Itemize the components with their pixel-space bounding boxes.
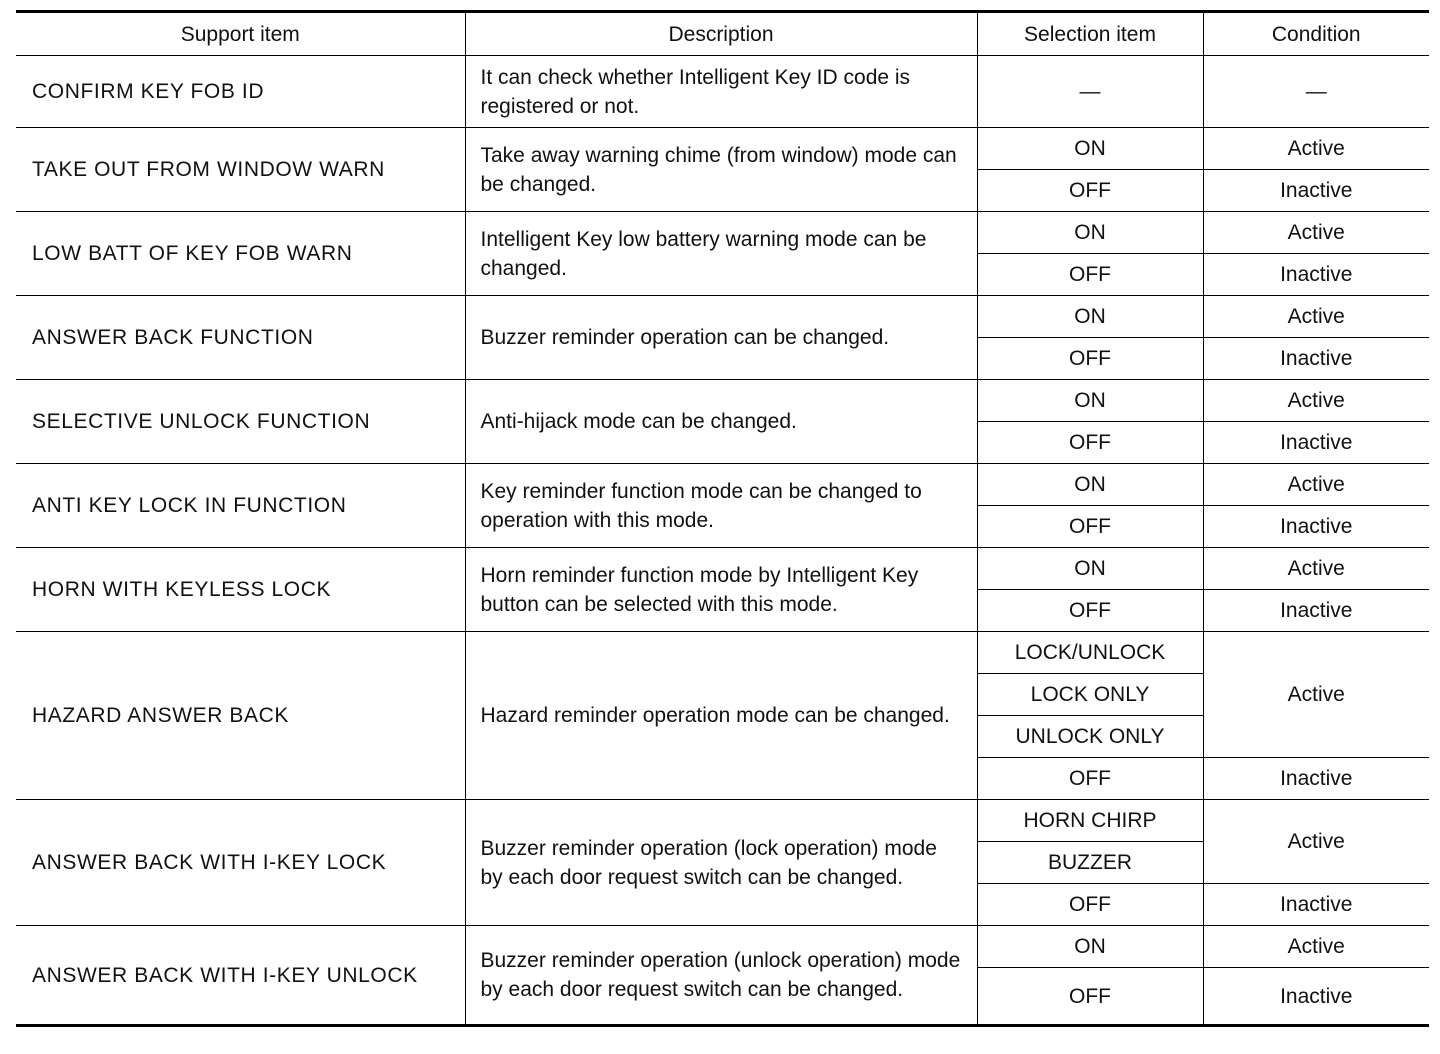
description-cell: Hazard reminder operation mode can be changed.: [465, 632, 977, 800]
support-item-cell: ANSWER BACK FUNCTION: [16, 296, 465, 380]
selection-cell: OFF: [977, 170, 1203, 212]
condition-cell: Active: [1203, 548, 1429, 590]
selection-cell: LOCK ONLY: [977, 674, 1203, 716]
support-item-cell: ANSWER BACK WITH I-KEY UNLOCK: [16, 926, 465, 1026]
header-condition: Condition: [1203, 12, 1429, 56]
selection-cell: ON: [977, 128, 1203, 170]
selection-cell: ON: [977, 212, 1203, 254]
selection-cell: —: [977, 56, 1203, 128]
selection-cell: OFF: [977, 758, 1203, 800]
condition-cell: Inactive: [1203, 338, 1429, 380]
description-cell: It can check whether Intelligent Key ID code is registered or not.: [465, 56, 977, 128]
table-row: [16, 464, 1429, 506]
description-cell: Take away warning chime (from window) mode can be changed.: [465, 128, 977, 212]
condition-cell: Inactive: [1203, 422, 1429, 464]
support-item-cell: TAKE OUT FROM WINDOW WARN: [16, 128, 465, 212]
selection-cell: UNLOCK ONLY: [977, 716, 1203, 758]
condition-cell: Inactive: [1203, 170, 1429, 212]
selection-cell: ON: [977, 926, 1203, 968]
description-cell: Horn reminder function mode by Intelligent Key button can be selected with this mode.: [465, 548, 977, 632]
condition-cell: Inactive: [1203, 254, 1429, 296]
description-cell: Anti-hijack mode can be changed.: [465, 380, 977, 464]
support-item-cell: ANTI KEY LOCK IN FUNCTION: [16, 464, 465, 548]
selection-cell: OFF: [977, 884, 1203, 926]
selection-cell: OFF: [977, 506, 1203, 548]
description-cell: Intelligent Key low battery warning mode can be changed.: [465, 212, 977, 296]
condition-cell: Inactive: [1203, 884, 1429, 926]
condition-cell: Active: [1203, 380, 1429, 422]
selection-cell: OFF: [977, 338, 1203, 380]
condition-cell: Active: [1203, 632, 1429, 758]
description-cell: Buzzer reminder operation (lock operation) mode by each door request switch can be changed.: [465, 800, 977, 926]
support-item-cell: HAZARD ANSWER BACK: [16, 632, 465, 800]
header-description: Description: [465, 12, 977, 56]
table-row: [16, 296, 1429, 338]
selection-cell: OFF: [977, 968, 1203, 1026]
condition-cell: Active: [1203, 128, 1429, 170]
condition-cell: Inactive: [1203, 968, 1429, 1026]
table-row: [16, 548, 1429, 590]
table-row: [16, 380, 1429, 422]
selection-cell: HORN CHIRP: [977, 800, 1203, 842]
condition-cell: Inactive: [1203, 758, 1429, 800]
support-item-cell: ANSWER BACK WITH I-KEY LOCK: [16, 800, 465, 926]
condition-cell: Inactive: [1203, 590, 1429, 632]
selection-cell: OFF: [977, 422, 1203, 464]
table-row: [16, 800, 1429, 842]
header-selection-item: Selection item: [977, 12, 1203, 56]
selection-cell: ON: [977, 380, 1203, 422]
selection-cell: ON: [977, 296, 1203, 338]
selection-cell: BUZZER: [977, 842, 1203, 884]
description-cell: Key reminder function mode can be changed to operation with this mode.: [465, 464, 977, 548]
support-item-cell: CONFIRM KEY FOB ID: [16, 56, 465, 128]
condition-cell: Active: [1203, 800, 1429, 884]
condition-cell: Inactive: [1203, 506, 1429, 548]
description-cell: Buzzer reminder operation can be changed.: [465, 296, 977, 380]
selection-cell: LOCK/UNLOCK: [977, 632, 1203, 674]
header-support-item: Support item: [16, 12, 465, 56]
condition-cell: Active: [1203, 926, 1429, 968]
selection-cell: ON: [977, 464, 1203, 506]
selection-cell: ON: [977, 548, 1203, 590]
support-item-cell: LOW BATT OF KEY FOB WARN: [16, 212, 465, 296]
condition-cell: Active: [1203, 296, 1429, 338]
selection-cell: OFF: [977, 590, 1203, 632]
condition-cell: Active: [1203, 464, 1429, 506]
description-cell: Buzzer reminder operation (unlock operation) mode by each door request switch can be changed.: [465, 926, 977, 1026]
table-row: [16, 926, 1429, 968]
header-row: [16, 12, 1429, 56]
condition-cell: Active: [1203, 212, 1429, 254]
selection-cell: OFF: [977, 254, 1203, 296]
table-row: [16, 632, 1429, 674]
table-row: [16, 128, 1429, 170]
table-row: [16, 56, 1429, 128]
table-row: [16, 212, 1429, 254]
condition-cell: —: [1203, 56, 1429, 128]
support-item-table: [16, 10, 1429, 1027]
support-item-cell: SELECTIVE UNLOCK FUNCTION: [16, 380, 465, 464]
support-item-cell: HORN WITH KEYLESS LOCK: [16, 548, 465, 632]
